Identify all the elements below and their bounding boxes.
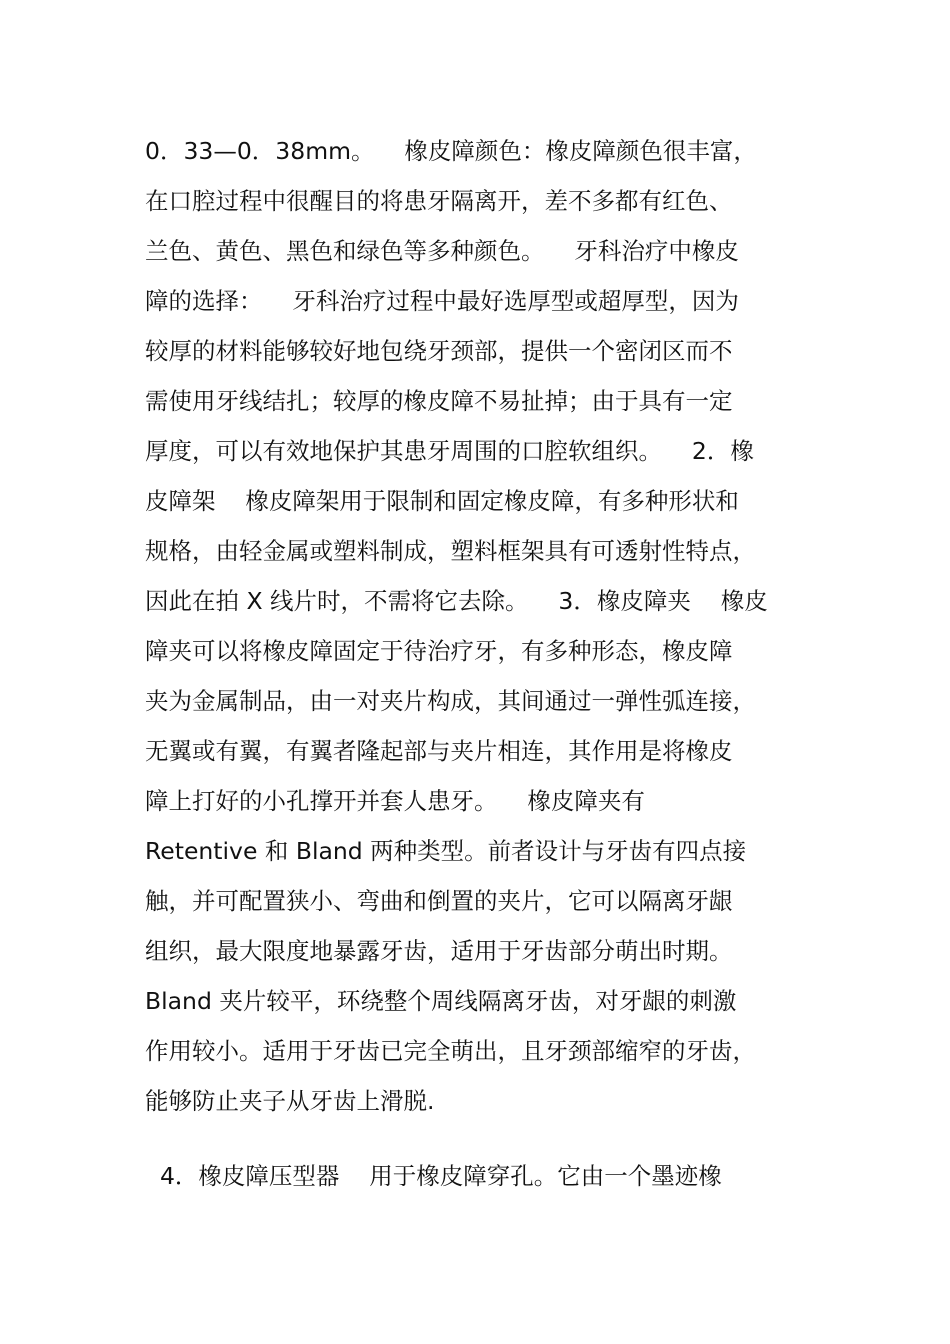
text-line: 触，并可配置狭小、弯曲和倒置的夹片，它可以隔离牙龈 xyxy=(145,887,733,915)
text-line: 需使用牙线结扎；较厚的橡皮障不易扯掉；由于具有一定 xyxy=(145,387,733,415)
text-line: 能够防止夹子从牙齿上滑脱. xyxy=(145,1087,435,1115)
text-line: 因此在拍 X 线片时，不需将它去除。 3．橡皮障夹 橡皮 xyxy=(145,587,768,615)
paragraph-2 xyxy=(145,1151,815,1201)
text-line: 较厚的材料能够较好地包绕牙颈部，提供一个密闭区而不 xyxy=(145,337,733,365)
text-line: 无翼或有翼，有翼者隆起部与夹片相连，其作用是将橡皮 xyxy=(145,737,733,765)
text-line: 障上打好的小孔撑开并套人患牙。 橡皮障夹有 xyxy=(145,787,645,815)
text-line: 组织，最大限度地暴露牙齿，适用于牙齿部分萌出时期。 xyxy=(145,937,733,965)
text-line: 4．橡皮障压型器 用于橡皮障穿孔。它由一个墨迹橡 xyxy=(145,1162,722,1190)
text-line: Bland 夹片较平，环绕整个周线隔离牙齿，对牙龈的刺激 xyxy=(145,987,737,1015)
text-line: 障的选择： 牙科治疗过程中最好选厚型或超厚型，因为 xyxy=(145,287,739,315)
text-line: 厚度，可以有效地保护其患牙周围的口腔软组织。 2．橡 xyxy=(145,437,754,465)
paragraph-gap xyxy=(145,1126,815,1151)
paragraph-1 xyxy=(145,126,815,1126)
document-body xyxy=(145,126,815,1201)
text-line: 在口腔过程中很醒目的将患牙隔离开，差不多都有红色、 xyxy=(145,187,733,215)
text-line: 皮障架 橡皮障架用于限制和固定橡皮障，有多种形状和 xyxy=(145,487,739,515)
text-line: 夹为金属制品，由一对夹片构成，其间通过一弹性弧连接， xyxy=(145,687,756,715)
text-line: 障夹可以将橡皮障固定于待治疗牙，有多种形态，橡皮障 xyxy=(145,637,733,665)
text-line: 规格，由轻金属或塑料制成，塑料框架具有可透射性特点， xyxy=(145,537,756,565)
text-line: 作用较小。适用于牙齿已完全萌出，且牙颈部缩窄的牙齿， xyxy=(145,1037,756,1065)
text-line: Retentive 和 Bland 两种类型。前者设计与牙齿有四点接 xyxy=(145,837,747,865)
text-line: 0．33—0．38mm。 橡皮障颜色：橡皮障颜色很丰富， xyxy=(145,137,757,165)
text-line: 兰色、黄色、黑色和绿色等多种颜色。 牙科治疗中橡皮 xyxy=(145,237,739,265)
